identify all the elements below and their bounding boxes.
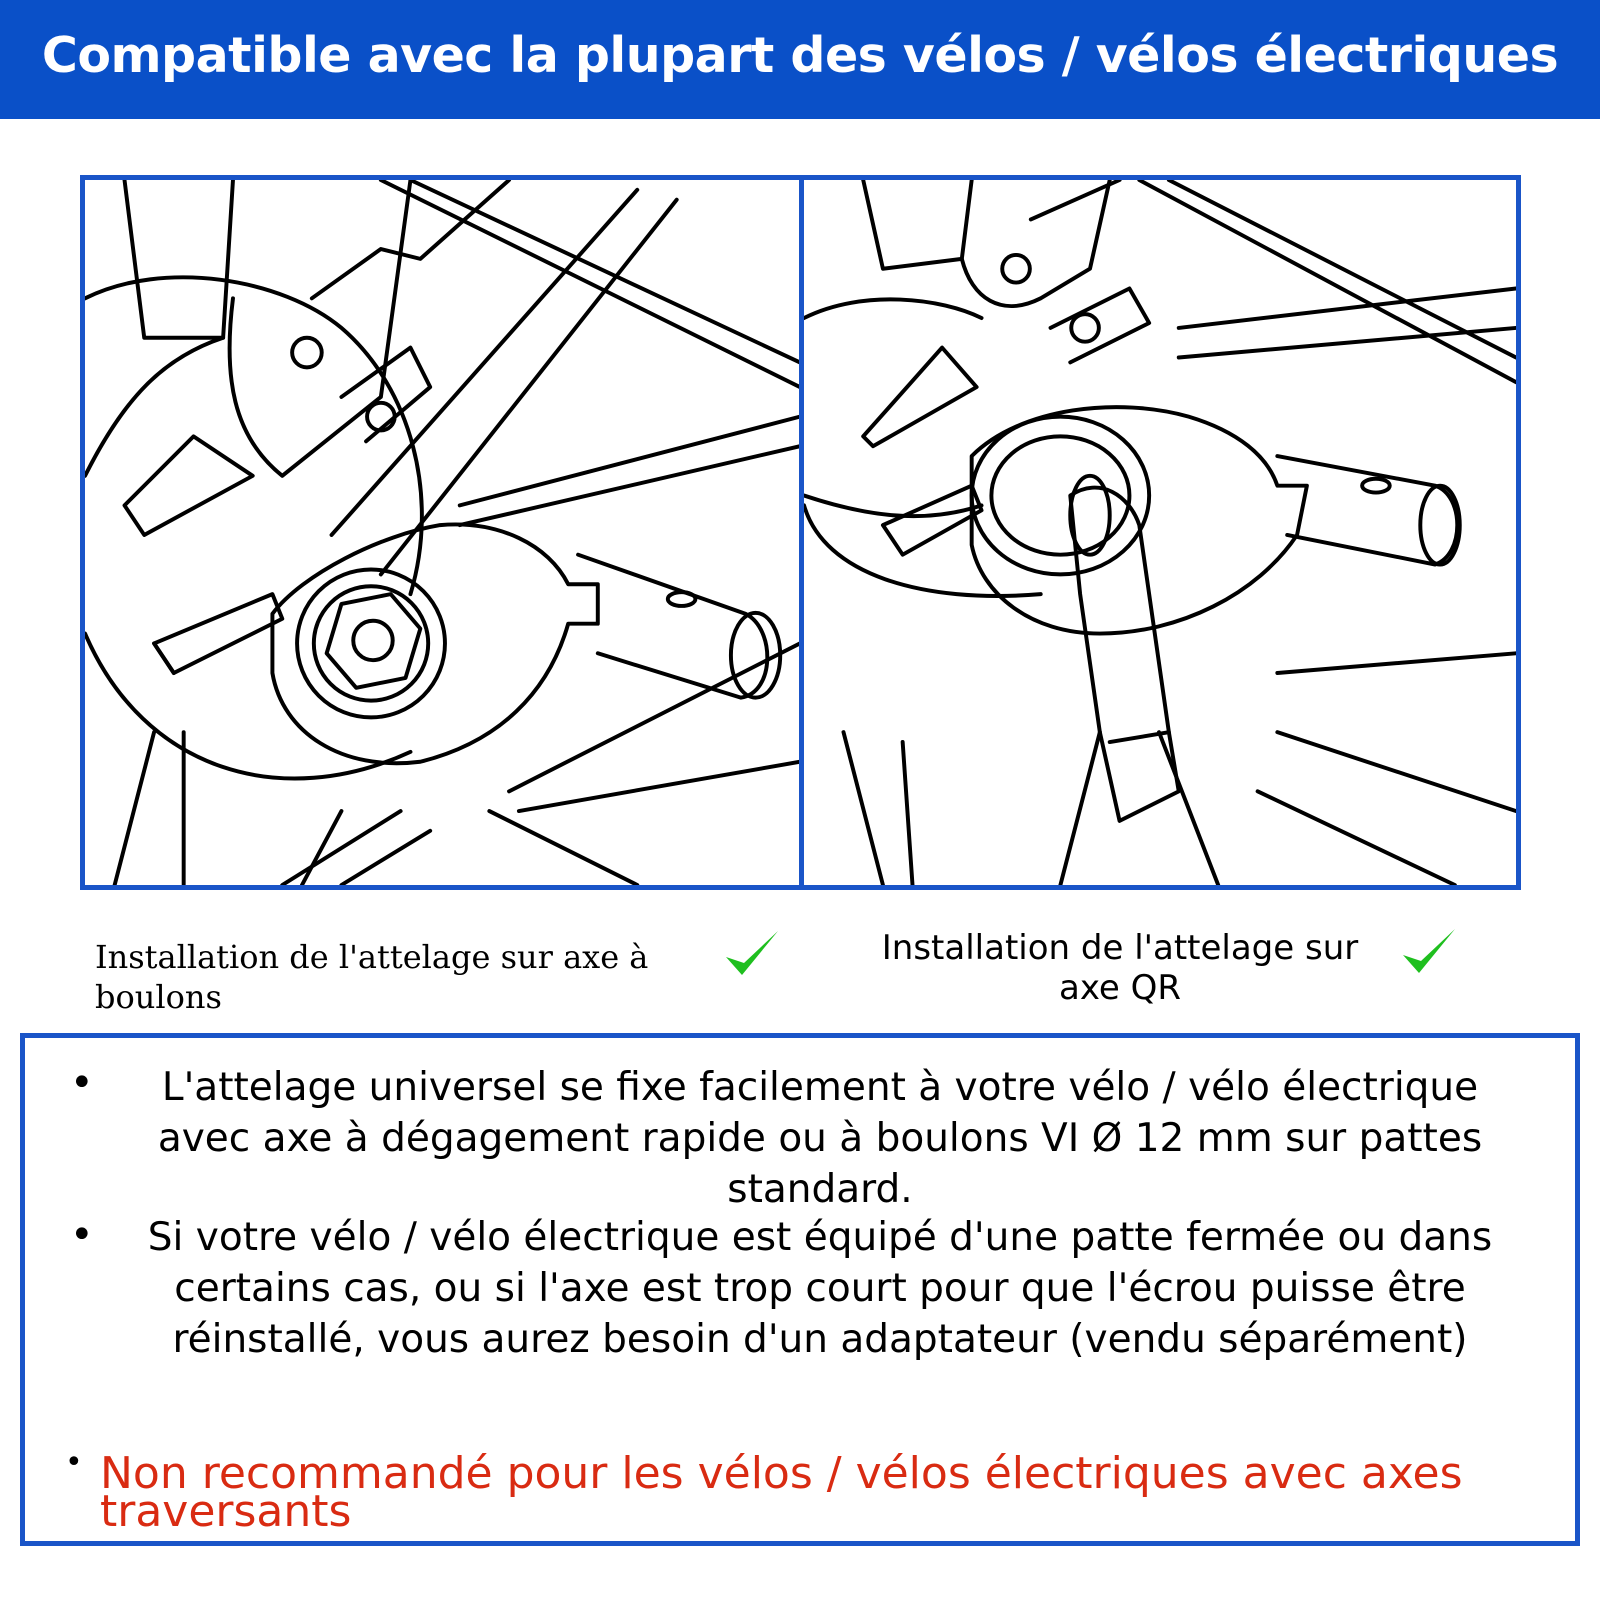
green-checkmark-icon [722, 925, 782, 985]
bolt-axle-drawing [85, 180, 800, 885]
qr-axle-drawing [804, 180, 1516, 885]
bolt-axle-caption: Installation de l'attelage sur axe à boulons [95, 938, 649, 1016]
bullet-dot: • [70, 1060, 94, 1106]
bolt-axle-illustration [80, 175, 805, 890]
qr-axle-caption: Installation de l'attelage sur axe QR [881, 928, 1359, 1008]
green-checkmark-icon [1399, 923, 1459, 983]
warning-text: Non recommandé pour les vélos / vélos électriques avec axes traversants [100, 1448, 1463, 1537]
header-banner [0, 0, 1600, 119]
bullet-dot: • [70, 1212, 94, 1258]
page-title: Compatible avec la plupart des vélos / vélos électriques [41, 27, 1559, 84]
bullet-adapter: Si votre vélo / vélo électrique est équipé d'une patte fermée ou dans certains cas, ou si l'axe est trop court pour que l'écrou puisse être réinstallé, vous aurez besoin d'un adaptateur (vendu séparément) [147, 1215, 1493, 1362]
qr-axle-illustration [799, 175, 1521, 890]
bullet-compatibility: L'attelage universel se fixe facilement à votre vélo / vélo électrique avec axe à dégagement rapide ou à boulons VI Ø 12 mm sur pattes standard. [157, 1065, 1483, 1212]
bullet-dot: • [65, 1445, 83, 1480]
